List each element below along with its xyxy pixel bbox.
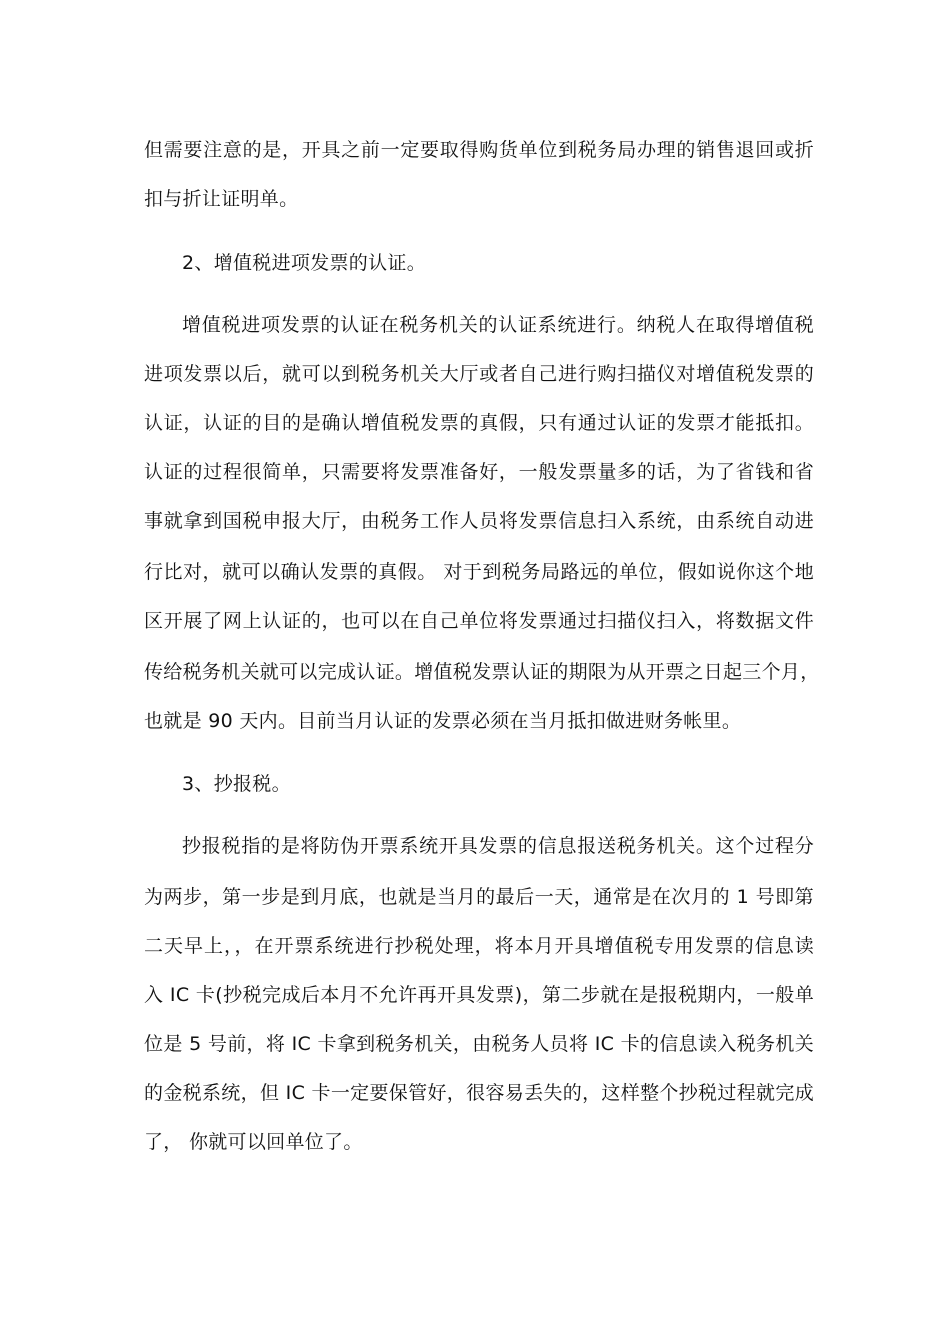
- section-heading: 3、抄报税。: [182, 773, 291, 795]
- paragraph-line: 认证，认证的目的是确认增值税发票的真假，只有通过认证的发票才能抵扣。: [144, 412, 814, 434]
- paragraph-line: 二天早上，，在开票系统进行抄税处理，将本月开具增值税专用发票的信息读: [144, 935, 814, 957]
- paragraph-line: 为两步，第一步是到月底，也就是当月的最后一天，通常是在次月的 1 号即第: [144, 886, 814, 908]
- paragraph-line: 增值税进项发票的认证在税务机关的认证系统进行。纳税人在取得增值税: [182, 314, 814, 336]
- paragraph-line: 行比对，就可以确认发票的真假。 对于到税务局路远的单位，假如说你这个地: [144, 561, 814, 583]
- paragraph-line: 也就是 90 天内。目前当月认证的发票必须在当月抵扣做进财务帐里。: [144, 710, 742, 732]
- paragraph-line: 了， 你就可以回单位了。: [144, 1131, 363, 1153]
- section-heading: 2、增值税进项发票的认证。: [182, 252, 426, 274]
- paragraph-line: 认证的过程很简单，只需要将发票准备好，一般发票量多的话，为了省钱和省: [144, 461, 814, 483]
- paragraph-line: 但需要注意的是，开具之前一定要取得购货单位到税务局办理的销售退回或折: [144, 139, 814, 161]
- paragraph-line: 传给税务机关就可以完成认证。增值税发票认证的期限为从开票之日起三个月，: [144, 661, 820, 683]
- paragraph-line: 的金税系统，但 IC 卡一定要保管好，很容易丢失的，这样整个抄税过程就完成: [144, 1082, 814, 1104]
- paragraph-line: 区开展了网上认证的，也可以在自己单位将发票通过扫描仪扫入，将数据文件: [144, 610, 814, 632]
- paragraph-line: 事就拿到国税申报大厅，由税务工作人员将发票信息扫入系统，由系统自动进: [144, 510, 814, 532]
- paragraph-line: 位是 5 号前，将 IC 卡拿到税务机关，由税务人员将 IC 卡的信息读入税务机关: [144, 1033, 814, 1055]
- paragraph-line: 入 IC 卡(抄税完成后本月不允许再开具发票)，第二步就在是报税期内，一般单: [144, 984, 814, 1006]
- paragraph-line: 抄报税指的是将防伪开票系统开具发票的信息报送税务机关。这个过程分: [182, 835, 814, 857]
- paragraph-line: 进项发票以后，就可以到税务机关大厅或者自己进行购扫描仪对增值税发票的: [144, 363, 814, 385]
- paragraph-line: 扣与折让证明单。: [144, 188, 299, 210]
